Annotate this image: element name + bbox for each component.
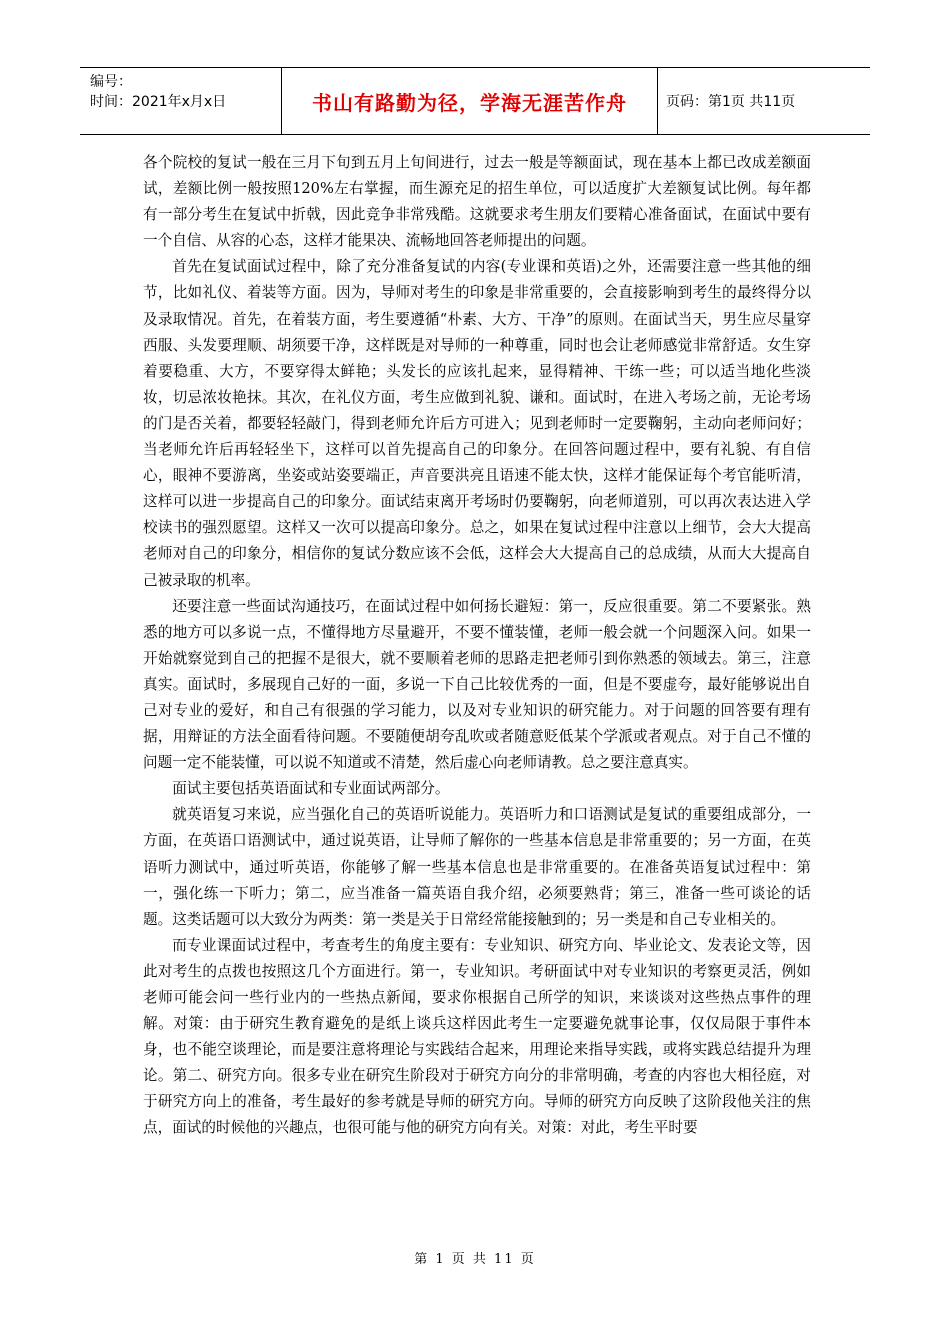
document-body	[143, 150, 811, 1142]
paragraph: 各个院校的复试一般在三月下旬到五月上旬间进行，过去一般是等额面试，现在基本上都已改成差额面试，差额比例一般按照120%左右掌握，而生源充足的招生单位，可以适度扩大差额复试比例。每年都有一部分考生在复试中折戟，因此竞争非常残酷。这就要求考生朋友们要精心准备面试，在面试中要有一个自信、从容的心态，这样才能果决、流畅地回答老师提出的问题。	[143, 154, 811, 250]
paragraph: 面试主要包括英语面试和专业面试两部分。	[172, 780, 450, 798]
paragraph: 首先在复试面试过程中，除了充分准备复试的内容(专业课和英语)之外，还需要注意一些其他的细节，比如礼仪、着装等方面。因为，导师对考生的印象是非常重要的，会直接影响到考生的最终得分以及录取情况。首先，在着装方面，考生要遵循“朴素、大方、干净”的原则。在面试当天，男生应尽量穿西服、头发要理顺、胡须要干净，这样既是对导师的一种尊重，同时也会让老师感觉非常舒适。女生穿着要稳重、大方，不要穿得太鲜艳；头发长的应该扎起来，显得精神、干练一些；可以适当地化些淡妆，切忌浓妆艳抹。其次，在礼仪方面，考生应做到礼貌、谦和。面试时，在进入考场之前，无论考场的门是否关着，都要轻轻敲门，得到老师允许后方可进入；见到老师时一定要鞠躬，主动向老师问好；当老师允许后再轻轻坐下，这样可以首先提高自己的印象分。在回答问题过程中，要有礼貌、有自信心，眼神不要游离，坐姿或站姿要端正，声音要洪亮且语速不能太快，这样才能保证每个考官能听清，这样可以进一步提高自己的印象分。面试结束离开考场时仍要鞠躬，向老师道别，可以再次表达进入学校读书的强烈愿望。这样又一次可以提高印象分。总之，如果在复试过程中注意以上细节，会大大提高老师对自己的印象分，相信你的复试分数应该不会低，这样会大大提高自己的总成绩，从而大大提高自己被录取的机率。	[143, 258, 811, 589]
document-date-label: 时间：2021年x月x日	[90, 94, 227, 110]
document-code-label: 编号：	[90, 74, 132, 90]
header-meta	[80, 68, 282, 134]
paragraph: 就英语复习来说，应当强化自己的英语听说能力。英语听力和口语测试是复试的重要组成部分，一方面，在英语口语测试中，通过说英语，让导师了解你的一些基本信息是非常重要的；另一方面，在英语听力测试中，通过听英语，你能够了解一些基本信息也是非常重要的。在准备英语复试过程中：第一，强化练一下听力；第二，应当准备一篇英语自我介绍，必须要熟背；第三，准备一些可谈论的话题。这类话题可以大致分为两类：第一类是关于日常经常能接触到的；另一类是和自己专业相关的。	[143, 806, 811, 928]
paragraph: 还要注意一些面试沟通技巧，在面试过程中如何扬长避短：第一，反应很重要。第二不要紧张。熟悉的地方可以多说一点，不懂得地方尽量避开，不要不懂装懂，老师一般会就一个问题深入问。如果一开始就察觉到自己的把握不是很大，就不要顺着老师的思路走把老师引到你熟悉的领域去。第三，注意真实。面试时，多展现自己好的一面，多说一下自己比较优秀的一面，但是不要虚夸，最好能够说出自己对专业的爱好，和自己有很强的学习能力，以及对专业知识的研究能力。对于问题的回答要有理有据，用辩证的方法全面看待问题。不要随便胡夸乱吹或者随意贬低某个学派或者观点。对于自己不懂的问题一定不能装懂，可以说不知道或不清楚，然后虚心向老师请教。总之要注意真实。	[143, 597, 811, 772]
page-header	[80, 67, 870, 135]
header-motto: 书山有路勤为径，学海无涯苦作舟	[282, 68, 658, 134]
header-page-info: 页码：第1页 共11页	[666, 94, 796, 110]
page-footer: 第 1 页 共 11 页	[414, 1252, 536, 1267]
paragraph: 而专业课面试过程中，考查考生的角度主要有：专业知识、研究方向、毕业论文、发表论文等，因此对考生的点拨也按照这几个方面进行。第一，专业知识。考研面试中对专业知识的考察更灵活，例如老师可能会问一些行业内的一些热点新闻，要求你根据自己所学的知识，来谈谈对这些热点事件的理解。对策：由于研究生教育避免的是纸上谈兵这样因此考生一定要避免就事论事，仅仅局限于事件本身，也不能空谈理论，而是要注意将理论与实践结合起来，用理论来指导实践，或将实践总结提升为理论。第二、研究方向。很多专业在研究生阶段对于研究方向分的非常明确，考查的内容也大相径庭，对于研究方向上的准备，考生最好的参考就是导师的研究方向。导师的研究方向反映了这阶段他关注的焦点，面试的时候他的兴趣点，也很可能与他的研究方向有关。对策：对此，考生平时要	[143, 936, 811, 1137]
